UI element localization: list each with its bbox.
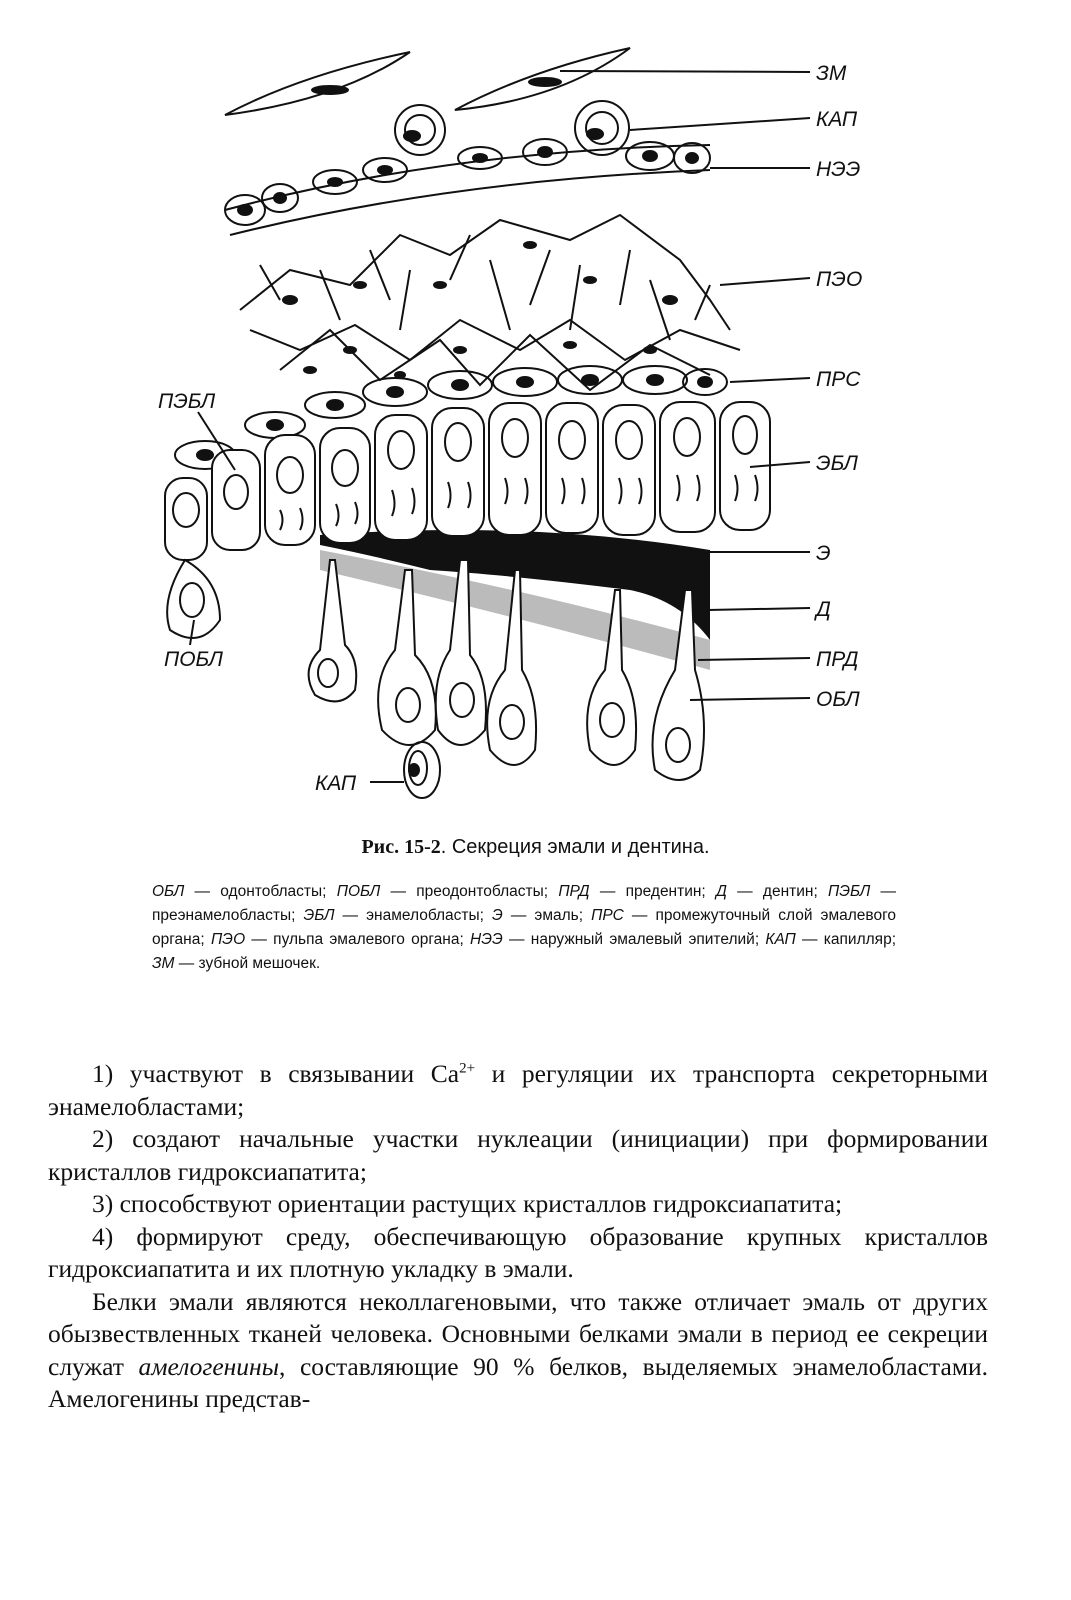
body-text — [48, 1058, 988, 1416]
legend-text: — зубной мешочек. — [174, 955, 321, 972]
figure-legend — [152, 880, 896, 976]
list-item-1-end: и регуляции их транспорта секреторными энамелобластами; — [48, 1059, 988, 1121]
term-amelogenins: амелогенины — [138, 1351, 279, 1381]
enamel-dentin-secretion-figure — [150, 30, 950, 820]
label-zm: ЗМ — [816, 62, 847, 85]
legend-text: — предентин; — [589, 883, 716, 900]
figure-title: . Секреция эмали и дентина. — [440, 836, 710, 858]
legend-text: — промежуточный слой эмалевого органа; — [152, 907, 897, 948]
legend-text: — преодонтобласты; — [380, 883, 559, 900]
legend-text: — одонтобласты; — [184, 883, 337, 900]
legend-abbr: ПОБЛ — [336, 883, 381, 900]
figure-number: Рис. 15-2 — [361, 836, 441, 858]
legend-text: — дентин; — [726, 883, 829, 900]
legend-abbr: НЭЭ — [470, 931, 503, 948]
list-item-1-start: 1) участвуют в связывании Ca — [92, 1059, 460, 1088]
label-kap-bottom: КАП — [315, 772, 357, 795]
legend-abbr: ПРС — [591, 907, 624, 924]
legend-abbr: Д — [716, 883, 727, 900]
label-peo: ПЭО — [816, 268, 863, 291]
figure-caption — [0, 836, 1071, 859]
list-item-3: 3) способствуют ориентации растущих кристаллов гидроксиапатита; — [92, 1189, 843, 1218]
paragraph-end: , составляющие 90 % белков, выделяемых энамелобластами. Амелогенины представ- — [48, 1351, 988, 1413]
paragraph-start: Белки эмали являются неколлагеновыми, что также отличает эмаль от других обызвествленных тканей человека. Основными белками эмали в период ее секреции служат — [48, 1286, 988, 1381]
label-kap-top: КАП — [816, 108, 858, 131]
calcium-charge: 2+ — [459, 1060, 476, 1077]
legend-text: — капилляр; — [795, 931, 896, 948]
legend-abbr: Э — [492, 907, 503, 924]
label-pobl: ПОБЛ — [164, 648, 223, 671]
label-d: Д — [816, 598, 831, 621]
legend-abbr: ПЭБЛ — [828, 883, 871, 900]
list-item-2: 2) создают начальные участки нуклеации (инициации) при формировании кристаллов гидроксиапатита; — [48, 1124, 988, 1186]
label-ebl: ЭБЛ — [816, 452, 858, 475]
paragraph — [48, 1286, 988, 1416]
legend-text: — пульпа эмалевого органа; — [245, 931, 471, 948]
label-prd: ПРД — [816, 648, 859, 671]
legend-text: — наружный эмалевый эпителий; — [502, 931, 766, 948]
legend-abbr: ЭБЛ — [303, 907, 335, 924]
label-e: Э — [816, 542, 831, 565]
legend-text: — энамелобласты; — [334, 907, 493, 924]
legend-abbr: ПЭО — [210, 931, 246, 948]
label-prs: ПРС — [816, 368, 861, 391]
label-pebl: ПЭБЛ — [158, 390, 216, 413]
label-nee: НЭЭ — [816, 158, 861, 181]
legend-abbr: ОБЛ — [152, 883, 185, 900]
list-item-4: 4) формируют среду, обеспечивающую образование крупных кристаллов гидроксиапатита и их плотную укладку в эмали. — [48, 1221, 988, 1283]
legend-abbr: КАП — [765, 931, 796, 948]
legend-text: — преэнамелобласты; — [152, 883, 896, 924]
legend-text: — эмаль; — [502, 907, 592, 924]
legend-abbr: ЗМ — [152, 955, 175, 972]
label-obl: ОБЛ — [816, 688, 860, 711]
legend-abbr: ПРД — [558, 883, 590, 900]
list-item-1 — [48, 1058, 988, 1123]
